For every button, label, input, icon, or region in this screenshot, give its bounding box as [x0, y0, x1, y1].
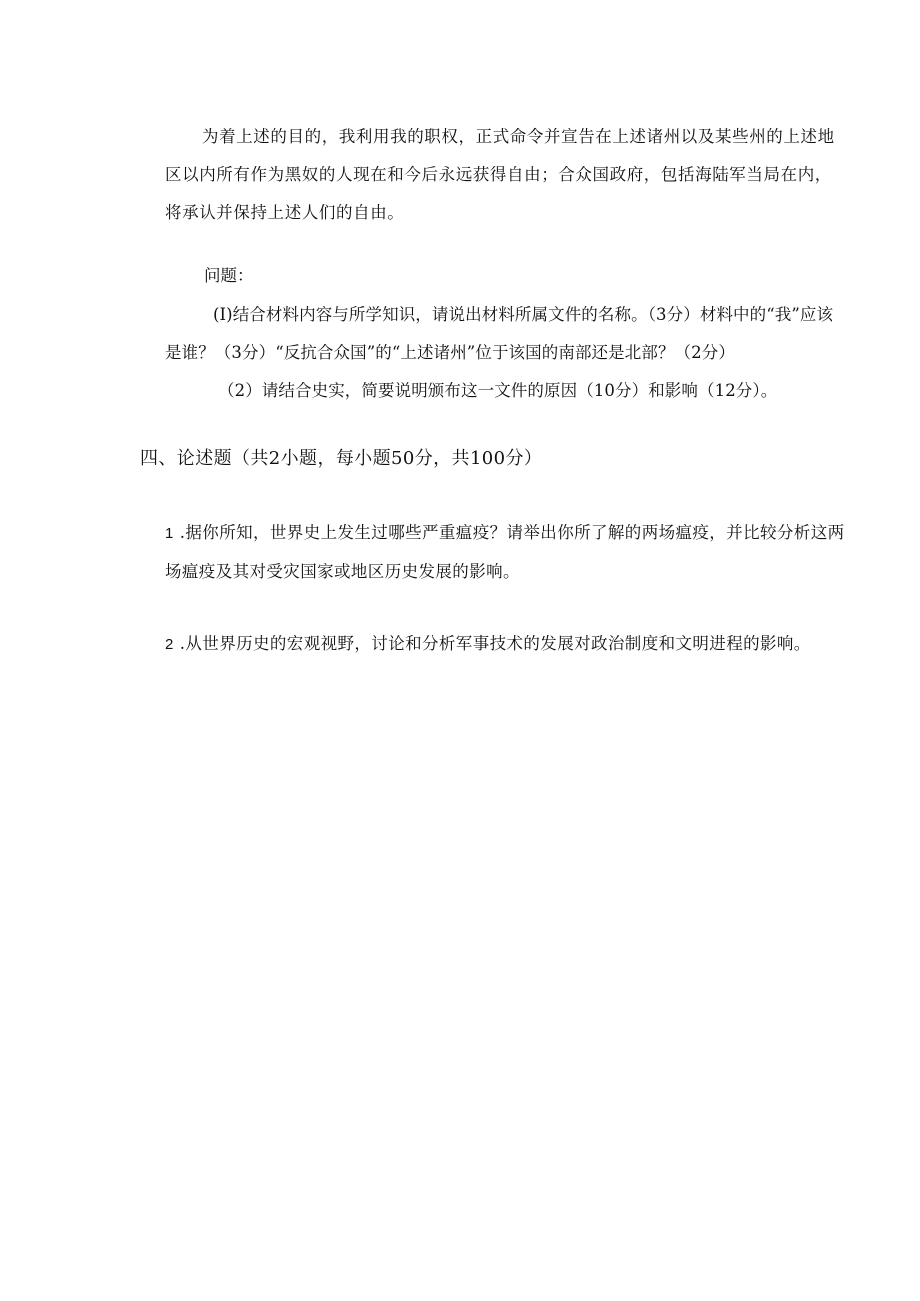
material-text: 为着上述的目的，我利用我的职权，正式命令并宣告在上述诸州以及某些州的上述地区以内所有作为黑奴的人现在和今后永远获得自由；合众国政府，包括海陆军当局在内，将承认并保持上述人们的自由。	[165, 127, 835, 222]
essay-question-1-number: 1	[165, 525, 174, 542]
essay-question-2-number: 2	[165, 636, 174, 653]
essay-question-1	[165, 514, 845, 591]
question-2	[218, 372, 858, 410]
question-1	[165, 296, 845, 372]
question-2-text: （2）请结合史实，简要说明颁布这一文件的原因（10分）和影响（12分）。	[218, 381, 778, 400]
questions-label: 问题：	[204, 266, 254, 285]
question-1-text: (I)结合材料内容与所学知识，请说出材料所属文件的名称。（3分）材料中的“我”应该是谁？（3分）“反抗合众国”的“上述诸州”位于该国的南部还是北部？（2分）	[165, 305, 834, 362]
material-paragraph	[165, 118, 845, 232]
essay-question-2-text: .从世界历史的宏观视野，讨论和分析军事技术的发展对政治制度和文明进程的影响。	[179, 634, 811, 653]
section-4-heading: 四、论述题（共2小题，每小题50分，共100分）	[140, 448, 543, 469]
essay-question-1-text: .据你所知，世界史上发生过哪些严重瘟疫？请举出你所了解的两场瘟疫，并比较分析这两场瘟疫及其对受灾国家或地区历史发展的影响。	[165, 523, 845, 581]
essay-question-2	[165, 625, 845, 664]
